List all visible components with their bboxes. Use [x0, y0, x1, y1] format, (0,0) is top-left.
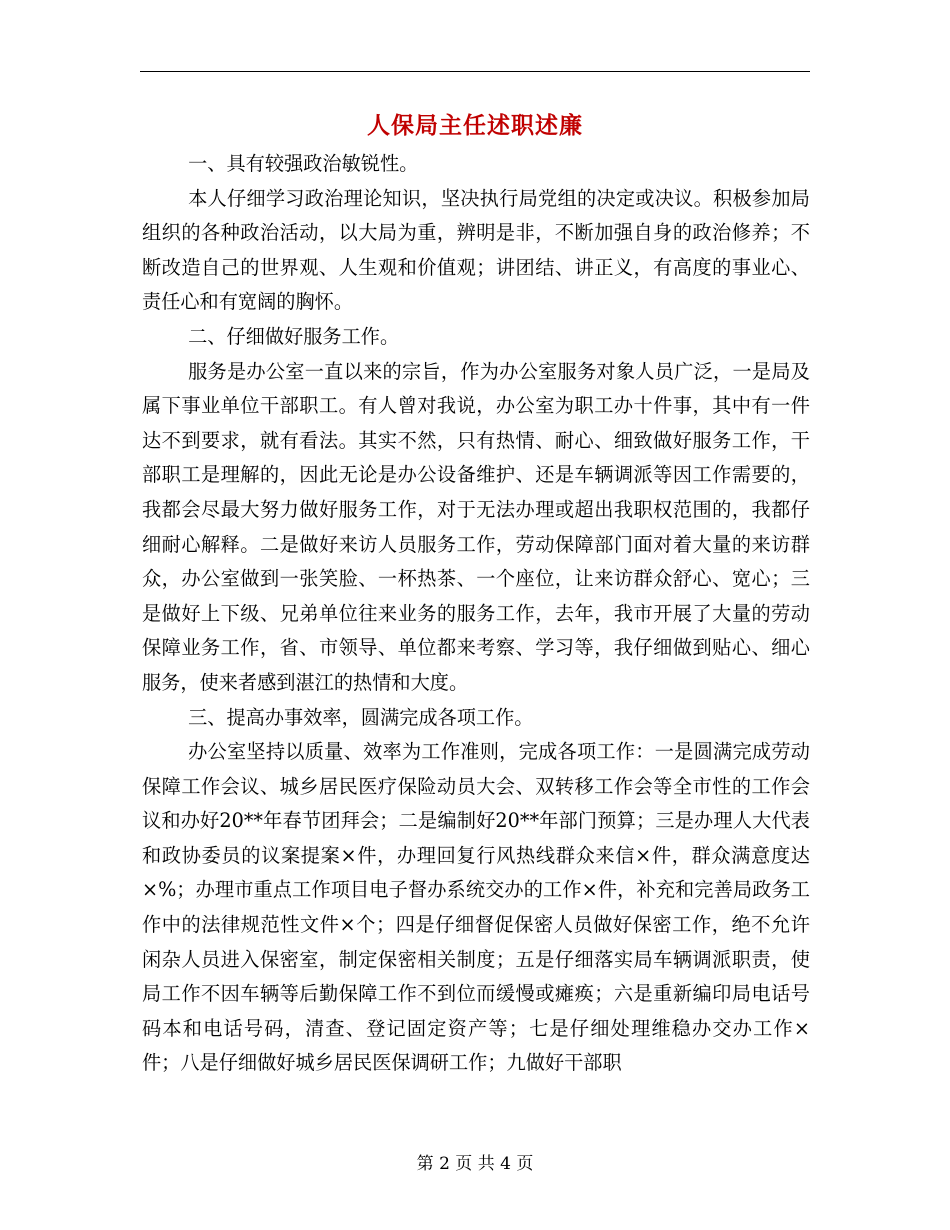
paragraph-2: 服务是办公室一直以来的宗旨，作为办公室服务对象人员广泛，一是局及属下事业单位干部职工。有人曾对我说，办公室为职工办十件事，其中有一件达不到要求，就有看法。其实不然，只有热情、耐心、细致做好服务工作，干部职工是理解的，因此无论是办公设备维护、还是车辆调派等因工作需要的，我都会尽最大努力做好服务工作，对于无法办理或超出我职权范围的，我都仔细耐心解释。二是做好来访人员服务工作，劳动保障部门面对着大量的来访群众，办公室做到一张笑脸、一杯热茶、一个座位，让来访群众舒心、宽心；三是做好上下级、兄弟单位往来业务的服务工作，去年，我市开展了大量的劳动保障业务工作，省、市领导、单位都来考察、学习等，我仔细做到贴心、细心服务，使来者感到湛江的热情和大度。: [142, 359, 810, 694]
document-title: 人保局主任述职述廉: [367, 112, 583, 139]
section-heading-3: 三、提高办事效率，圆满完成各项工作。: [188, 705, 534, 729]
section-heading-2: 二、仔细做好服务工作。: [188, 324, 400, 348]
paragraph-1: 本人仔细学习政治理论知识，坚决执行局党组的决定或决议。积极参加局组织的各种政治活动，以大局为重，辨明是非，不断加强自身的政治修养；不断改造自己的世界观、人生观和价值观；讲团结、讲正义，有高度的事业心、责任心和有宽阔的胸怀。: [142, 186, 810, 314]
page-number-footer: 第 2 页 共 4 页: [416, 1154, 534, 1174]
paragraph-3: 办公室坚持以质量、效率为工作准则，完成各项工作：一是圆满完成劳动保障工作会议、城乡居民医疗保险动员大会、双转移工作会等全市性的工作会议和办好20**年春节团拜会；二是编制好20**年部门预算；三是办理人大代表和政协委员的议案提案×件，办理回复行风热线群众来信×件，群众满意度达×%；办理市重点工作项目电子督办系统交办的工作×件，补充和完善局政务工作中的法律规范性文件×个；四是仔细督促保密人员做好保密工作，绝不允许闲杂人员进入保密室，制定保密相关制度；五是仔细落实局车辆调派职责，使局工作不因车辆等后勤保障工作不到位而缓慢或瘫痪；六是重新编印局电话号码本和电话号码，清查、登记固定资产等；七是仔细处理维稳办交办工作×件；八是仔细做好城乡居民医保调研工作；九做好干部职: [142, 740, 810, 1075]
header-rule: [140, 71, 810, 72]
section-heading-1: 一、具有较强政治敏锐性。: [188, 152, 419, 175]
document-body: [142, 147, 810, 1081]
